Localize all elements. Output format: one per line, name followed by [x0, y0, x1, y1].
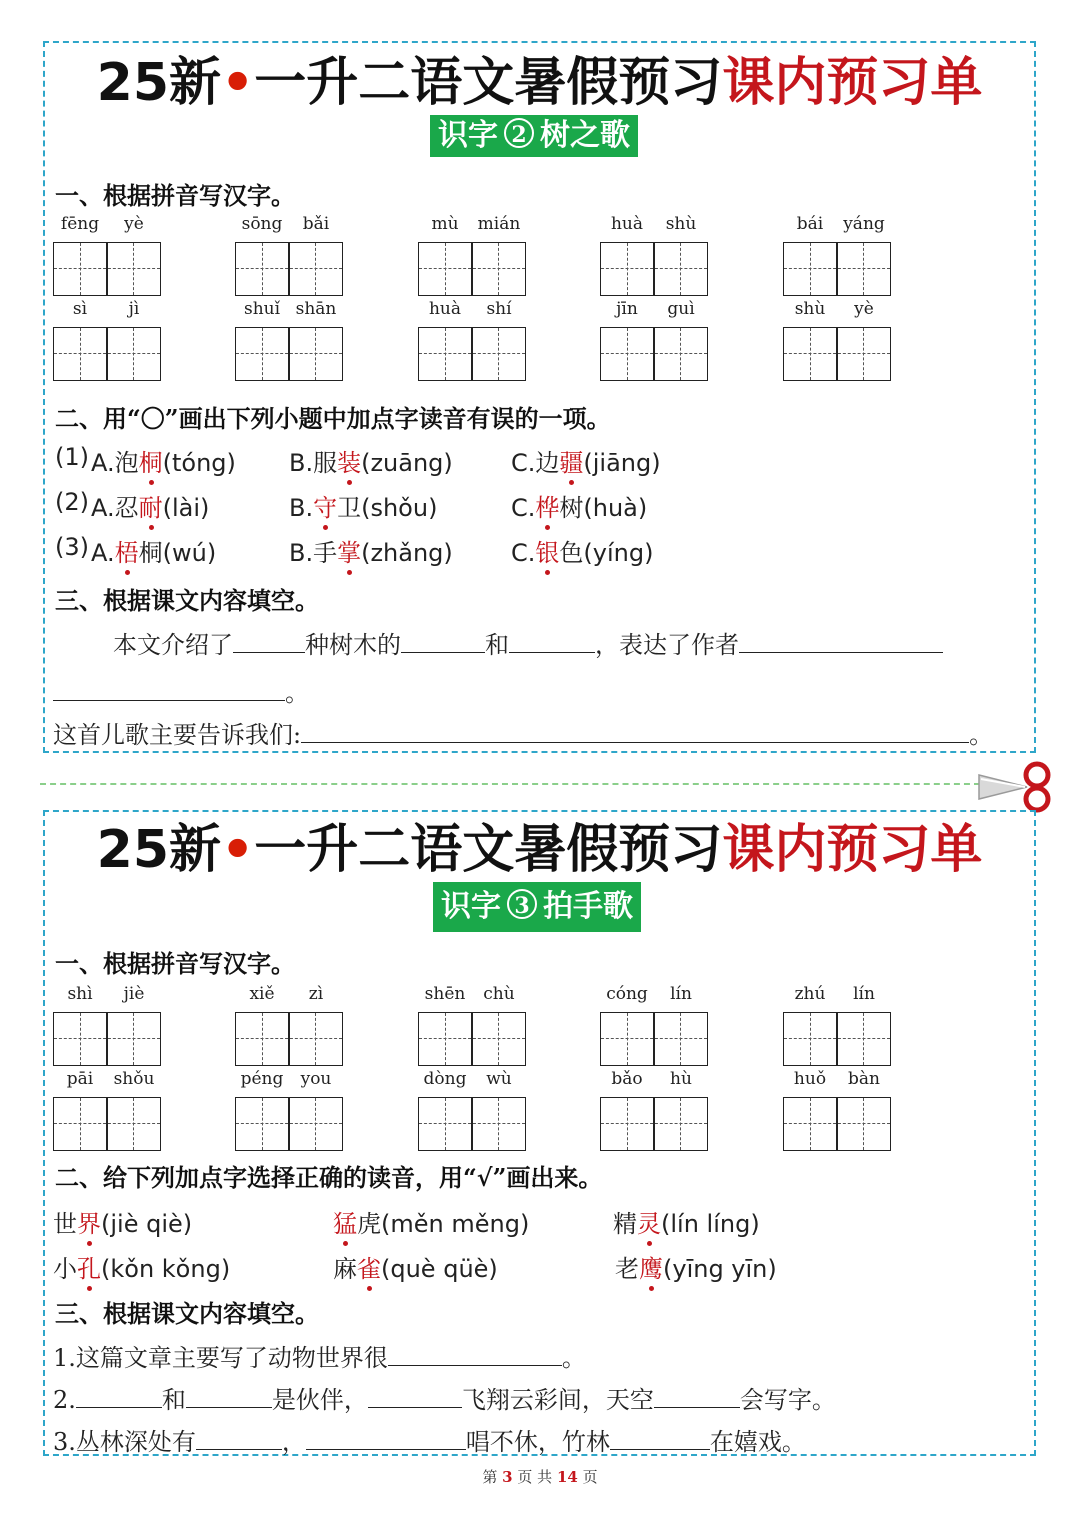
pinyin-label	[235, 984, 343, 1008]
pinyin-pair	[418, 1069, 526, 1151]
option-item[interactable]	[91, 449, 236, 477]
option-text: (shǒu)	[361, 494, 438, 522]
pinyin-syllable: wù	[486, 1069, 512, 1089]
fill-blank[interactable]	[186, 1385, 272, 1408]
option-item[interactable]	[511, 449, 661, 477]
fill-line-2: 。	[53, 673, 309, 708]
pinyin-label	[600, 1069, 708, 1093]
dotted-char: 耐	[138, 494, 163, 522]
pinyin-syllable: cóng	[606, 984, 648, 1004]
fill-line-2: 2. 和 是伙伴， 飞翔云彩间，天空 会写字。	[53, 1386, 836, 1414]
option-text: (yīng yīn)	[663, 1255, 777, 1283]
fill-blank[interactable]	[509, 630, 595, 653]
option-item[interactable]	[91, 494, 209, 522]
pinyin-syllable: bǎi	[302, 214, 330, 234]
question-number	[55, 533, 89, 561]
pinyin-label	[235, 214, 343, 238]
option-text: C.	[511, 494, 536, 522]
pinyin-syllable: yáng	[843, 214, 885, 234]
pinyin-syllable: shuǐ	[243, 299, 281, 319]
pinyin-pair	[600, 1069, 708, 1151]
option-text: (yíng)	[583, 539, 654, 567]
dotted-char: 猛	[333, 1210, 357, 1238]
option-text: B.	[289, 539, 314, 567]
fill-blank[interactable]	[368, 1385, 462, 1408]
dotted-char: 鹰	[639, 1255, 663, 1283]
writing-grid[interactable]	[600, 327, 708, 381]
option-text: (lín líng)	[661, 1210, 760, 1238]
option-text: C.	[511, 449, 536, 477]
pinyin-pair	[53, 214, 161, 296]
option-text: 卫	[337, 494, 362, 522]
option-text: (huà)	[583, 494, 648, 522]
pinyin-pair	[235, 1069, 343, 1151]
pinyin-label	[600, 984, 708, 1008]
writing-grid[interactable]	[418, 327, 526, 381]
page-footer: 第 3 页 共 14 页	[482, 1468, 598, 1486]
writing-grid[interactable]	[783, 327, 891, 381]
option-item[interactable]	[289, 449, 453, 477]
question-number-text: (2)	[55, 488, 89, 516]
writing-grid[interactable]	[235, 1012, 343, 1066]
dotted-char: 灵	[637, 1210, 661, 1238]
pinyin-pair	[53, 984, 161, 1066]
fill-blank[interactable]	[388, 1343, 562, 1366]
option-text: A.	[91, 539, 115, 567]
pinyin-syllable: fēng	[60, 214, 100, 234]
option-text: (měn měng)	[381, 1210, 530, 1238]
pinyin-syllable: yè	[124, 214, 144, 234]
pinyin-pair	[235, 984, 343, 1066]
pinyin-label	[53, 1069, 161, 1093]
pinyin-syllable: huà	[428, 299, 462, 319]
pinyin-syllable: lín	[670, 984, 692, 1004]
option-text: 桐	[138, 539, 163, 567]
dotted-char: 装	[337, 449, 362, 477]
pinyin-label	[783, 1069, 891, 1093]
dotted-char: 桐	[138, 449, 163, 477]
option-text: (lài)	[162, 494, 210, 522]
writing-grid[interactable]	[53, 327, 161, 381]
option-a[interactable]	[91, 533, 216, 568]
pinyin-syllable: hù	[670, 1069, 692, 1089]
option-text: B.	[289, 494, 314, 522]
pinyin-label	[783, 984, 891, 1008]
fill-line-3: 3.丛林深处有 ， 唱不休，竹林 在嬉戏。	[53, 1428, 806, 1456]
pinyin-syllable: shù	[794, 299, 826, 319]
option-text: 虎	[357, 1210, 381, 1238]
dotted-char: 雀	[357, 1255, 381, 1283]
pinyin-label	[53, 984, 161, 1008]
scissors-icon	[975, 755, 1057, 815]
pinyin-syllable: yè	[854, 299, 874, 319]
pinyin-syllable: shù	[665, 214, 697, 234]
option-text: (tóng)	[162, 449, 236, 477]
fill-blank[interactable]	[76, 1385, 162, 1408]
worksheet-card-1	[43, 41, 1036, 753]
pinyin-syllable: chù	[483, 984, 515, 1004]
pinyin-syllable: bàn	[848, 1069, 880, 1089]
writing-grid[interactable]	[235, 327, 343, 381]
option-text: A.	[91, 494, 115, 522]
reading-choice[interactable]	[53, 1204, 192, 1239]
writing-grid[interactable]	[53, 1012, 161, 1066]
writing-grid[interactable]	[783, 1012, 891, 1066]
question-number	[55, 443, 89, 471]
section-heading-1: 一、根据拼音写汉字。	[55, 181, 295, 210]
option-text: (què qüè)	[381, 1255, 498, 1283]
dotted-char: 守	[313, 494, 338, 522]
pinyin-label	[53, 214, 161, 238]
option-item[interactable]	[511, 494, 647, 522]
pinyin-label	[783, 299, 891, 323]
option-text: 精	[613, 1210, 637, 1238]
option-text: 小	[53, 1255, 77, 1283]
fill-blank[interactable]	[53, 678, 285, 701]
lesson-badge: 识字 2 树之歌	[430, 115, 638, 157]
pinyin-syllable: bái	[796, 214, 824, 234]
option-text: 边	[535, 449, 560, 477]
option-b[interactable]	[289, 533, 453, 568]
fill-line-1: 1.这篇文章主要写了动物世界很 。	[53, 1344, 586, 1372]
option-text: (wú)	[162, 539, 217, 567]
option-text: 手	[313, 539, 338, 567]
option-text: 泡	[114, 449, 139, 477]
pinyin-label	[783, 214, 891, 238]
option-item[interactable]	[289, 494, 437, 522]
reading-choice[interactable]	[615, 1249, 777, 1284]
option-text: (zhǎng)	[361, 539, 453, 567]
option-item[interactable]	[91, 539, 216, 567]
pinyin-syllable: sì	[72, 299, 88, 319]
option-a[interactable]	[91, 488, 209, 523]
writing-grid[interactable]	[235, 242, 343, 296]
pinyin-syllable: lín	[853, 984, 875, 1004]
cut-line	[40, 783, 980, 785]
pinyin-syllable: jì	[128, 299, 140, 319]
writing-grid[interactable]	[418, 1012, 526, 1066]
option-text: 色	[559, 539, 584, 567]
pinyin-pair	[600, 984, 708, 1066]
worksheet-title: 25新•一升二语文暑假预习课内预习单	[96, 52, 983, 113]
writing-grid[interactable]	[418, 242, 526, 296]
reading-choice[interactable]	[53, 1249, 230, 1284]
pinyin-syllable: bǎo	[611, 1069, 643, 1089]
reading-choice[interactable]	[333, 1249, 498, 1284]
writing-grid[interactable]	[235, 1097, 343, 1151]
dotted-char: 孔	[77, 1255, 101, 1283]
pinyin-label	[600, 299, 708, 323]
pinyin-syllable: jīn	[616, 299, 638, 319]
pinyin-pair	[418, 214, 526, 296]
pinyin-label	[418, 1069, 526, 1093]
section-heading-2: 二、给下列加点字选择正确的读音，用“√”画出来。	[55, 1163, 603, 1192]
pinyin-label	[418, 299, 526, 323]
pinyin-pair	[783, 214, 891, 296]
worksheet-title: 25新•一升二语文暑假预习课内预习单	[96, 819, 983, 880]
option-a[interactable]	[91, 443, 236, 478]
fill-blank[interactable]	[306, 1427, 466, 1450]
fill-blank[interactable]	[610, 1427, 710, 1450]
pinyin-label	[53, 299, 161, 323]
pinyin-syllable: mù	[431, 214, 459, 234]
option-item[interactable]	[289, 539, 453, 567]
pinyin-pair	[783, 984, 891, 1066]
pinyin-syllable: xiě	[249, 984, 275, 1004]
dotted-char: 桦	[535, 494, 560, 522]
writing-grid[interactable]	[783, 1097, 891, 1151]
dotted-char: 梧	[114, 539, 139, 567]
pinyin-syllable: shí	[486, 299, 512, 319]
pinyin-syllable: dòng	[423, 1069, 467, 1089]
pinyin-pair	[783, 1069, 891, 1151]
pinyin-syllable: zhú	[794, 984, 826, 1004]
option-text: 服	[313, 449, 338, 477]
pinyin-label	[235, 299, 343, 323]
pinyin-label	[418, 984, 526, 1008]
option-b[interactable]	[289, 443, 453, 478]
option-text: (zuāng)	[361, 449, 453, 477]
pinyin-syllable: shān	[295, 299, 337, 319]
pinyin-pair	[600, 299, 708, 381]
pinyin-pair	[235, 299, 343, 381]
writing-grid[interactable]	[600, 1097, 708, 1151]
option-c[interactable]	[511, 443, 661, 478]
writing-grid[interactable]	[783, 242, 891, 296]
fill-blank[interactable]	[233, 630, 305, 653]
option-c[interactable]	[511, 488, 647, 523]
pinyin-pair	[53, 1069, 161, 1151]
option-c[interactable]	[511, 533, 653, 568]
option-text: 麻	[333, 1255, 357, 1283]
pinyin-syllable: sōng	[241, 214, 283, 234]
pinyin-syllable: guì	[667, 299, 695, 319]
pinyin-syllable: jiè	[123, 984, 145, 1004]
fill-blank[interactable]	[401, 630, 485, 653]
pinyin-pair	[418, 984, 526, 1066]
option-text: 忍	[114, 494, 139, 522]
question-number	[55, 488, 89, 516]
pinyin-pair	[53, 299, 161, 381]
pinyin-syllable: shì	[67, 984, 93, 1004]
option-text: B.	[289, 449, 314, 477]
writing-grid[interactable]	[600, 242, 708, 296]
option-text: (jiāng)	[583, 449, 661, 477]
option-text: (jiè qiè)	[101, 1210, 193, 1238]
section-heading-3: 三、根据课文内容填空。	[55, 1299, 319, 1328]
option-text: C.	[511, 539, 536, 567]
pinyin-pair	[418, 299, 526, 381]
option-item[interactable]	[511, 539, 653, 567]
pinyin-pair	[235, 214, 343, 296]
option-text: A.	[91, 449, 115, 477]
fill-blank[interactable]	[739, 630, 943, 653]
reading-choice[interactable]	[333, 1204, 529, 1239]
section-heading-3: 三、根据课文内容填空。	[55, 586, 319, 615]
writing-grid[interactable]	[418, 1097, 526, 1151]
section-heading-2: 二、用“〇”画出下列小题中加点字读音有误的一项。	[55, 404, 611, 433]
pinyin-label	[235, 1069, 343, 1093]
worksheet-card-2	[43, 810, 1036, 1456]
question-number-text: (3)	[55, 533, 89, 561]
fill-line-3: 这首儿歌主要告诉我们: 。	[53, 721, 994, 749]
pinyin-pair	[783, 299, 891, 381]
dotted-char: 掌	[337, 539, 362, 567]
pinyin-syllable: you	[300, 1069, 332, 1089]
option-b[interactable]	[289, 488, 437, 523]
reading-choice[interactable]	[613, 1204, 760, 1239]
writing-grid[interactable]	[53, 242, 161, 296]
writing-grid[interactable]	[600, 1012, 708, 1066]
writing-grid[interactable]	[53, 1097, 161, 1151]
pinyin-syllable: zì	[308, 984, 324, 1004]
pinyin-syllable: péng	[240, 1069, 284, 1089]
option-text: 树	[559, 494, 584, 522]
pinyin-syllable: mián	[477, 214, 521, 234]
pinyin-label	[418, 214, 526, 238]
dotted-char: 界	[77, 1210, 101, 1238]
fill-line-1: 本文介绍了 种树木的 和 ，表达了作者	[113, 625, 943, 660]
pinyin-pair	[600, 214, 708, 296]
fill-blank[interactable]	[196, 1427, 282, 1450]
fill-blank[interactable]	[301, 720, 969, 743]
pinyin-syllable: huǒ	[793, 1069, 827, 1089]
pinyin-label	[600, 214, 708, 238]
pinyin-syllable: huà	[610, 214, 644, 234]
option-text: (kǒn kǒng)	[101, 1255, 231, 1283]
pinyin-syllable: shǒu	[113, 1069, 155, 1089]
lesson-badge: 识字 3 拍手歌	[433, 882, 641, 932]
pinyin-syllable: pāi	[66, 1069, 94, 1089]
option-text: 世	[53, 1210, 77, 1238]
dotted-char: 疆	[559, 449, 584, 477]
section-heading-1: 一、根据拼音写汉字。	[55, 949, 295, 978]
question-number-text: (1)	[55, 443, 89, 471]
pinyin-syllable: shēn	[424, 984, 466, 1004]
dotted-char: 银	[535, 539, 560, 567]
option-text: 老	[615, 1255, 639, 1283]
fill-blank[interactable]	[654, 1385, 740, 1408]
